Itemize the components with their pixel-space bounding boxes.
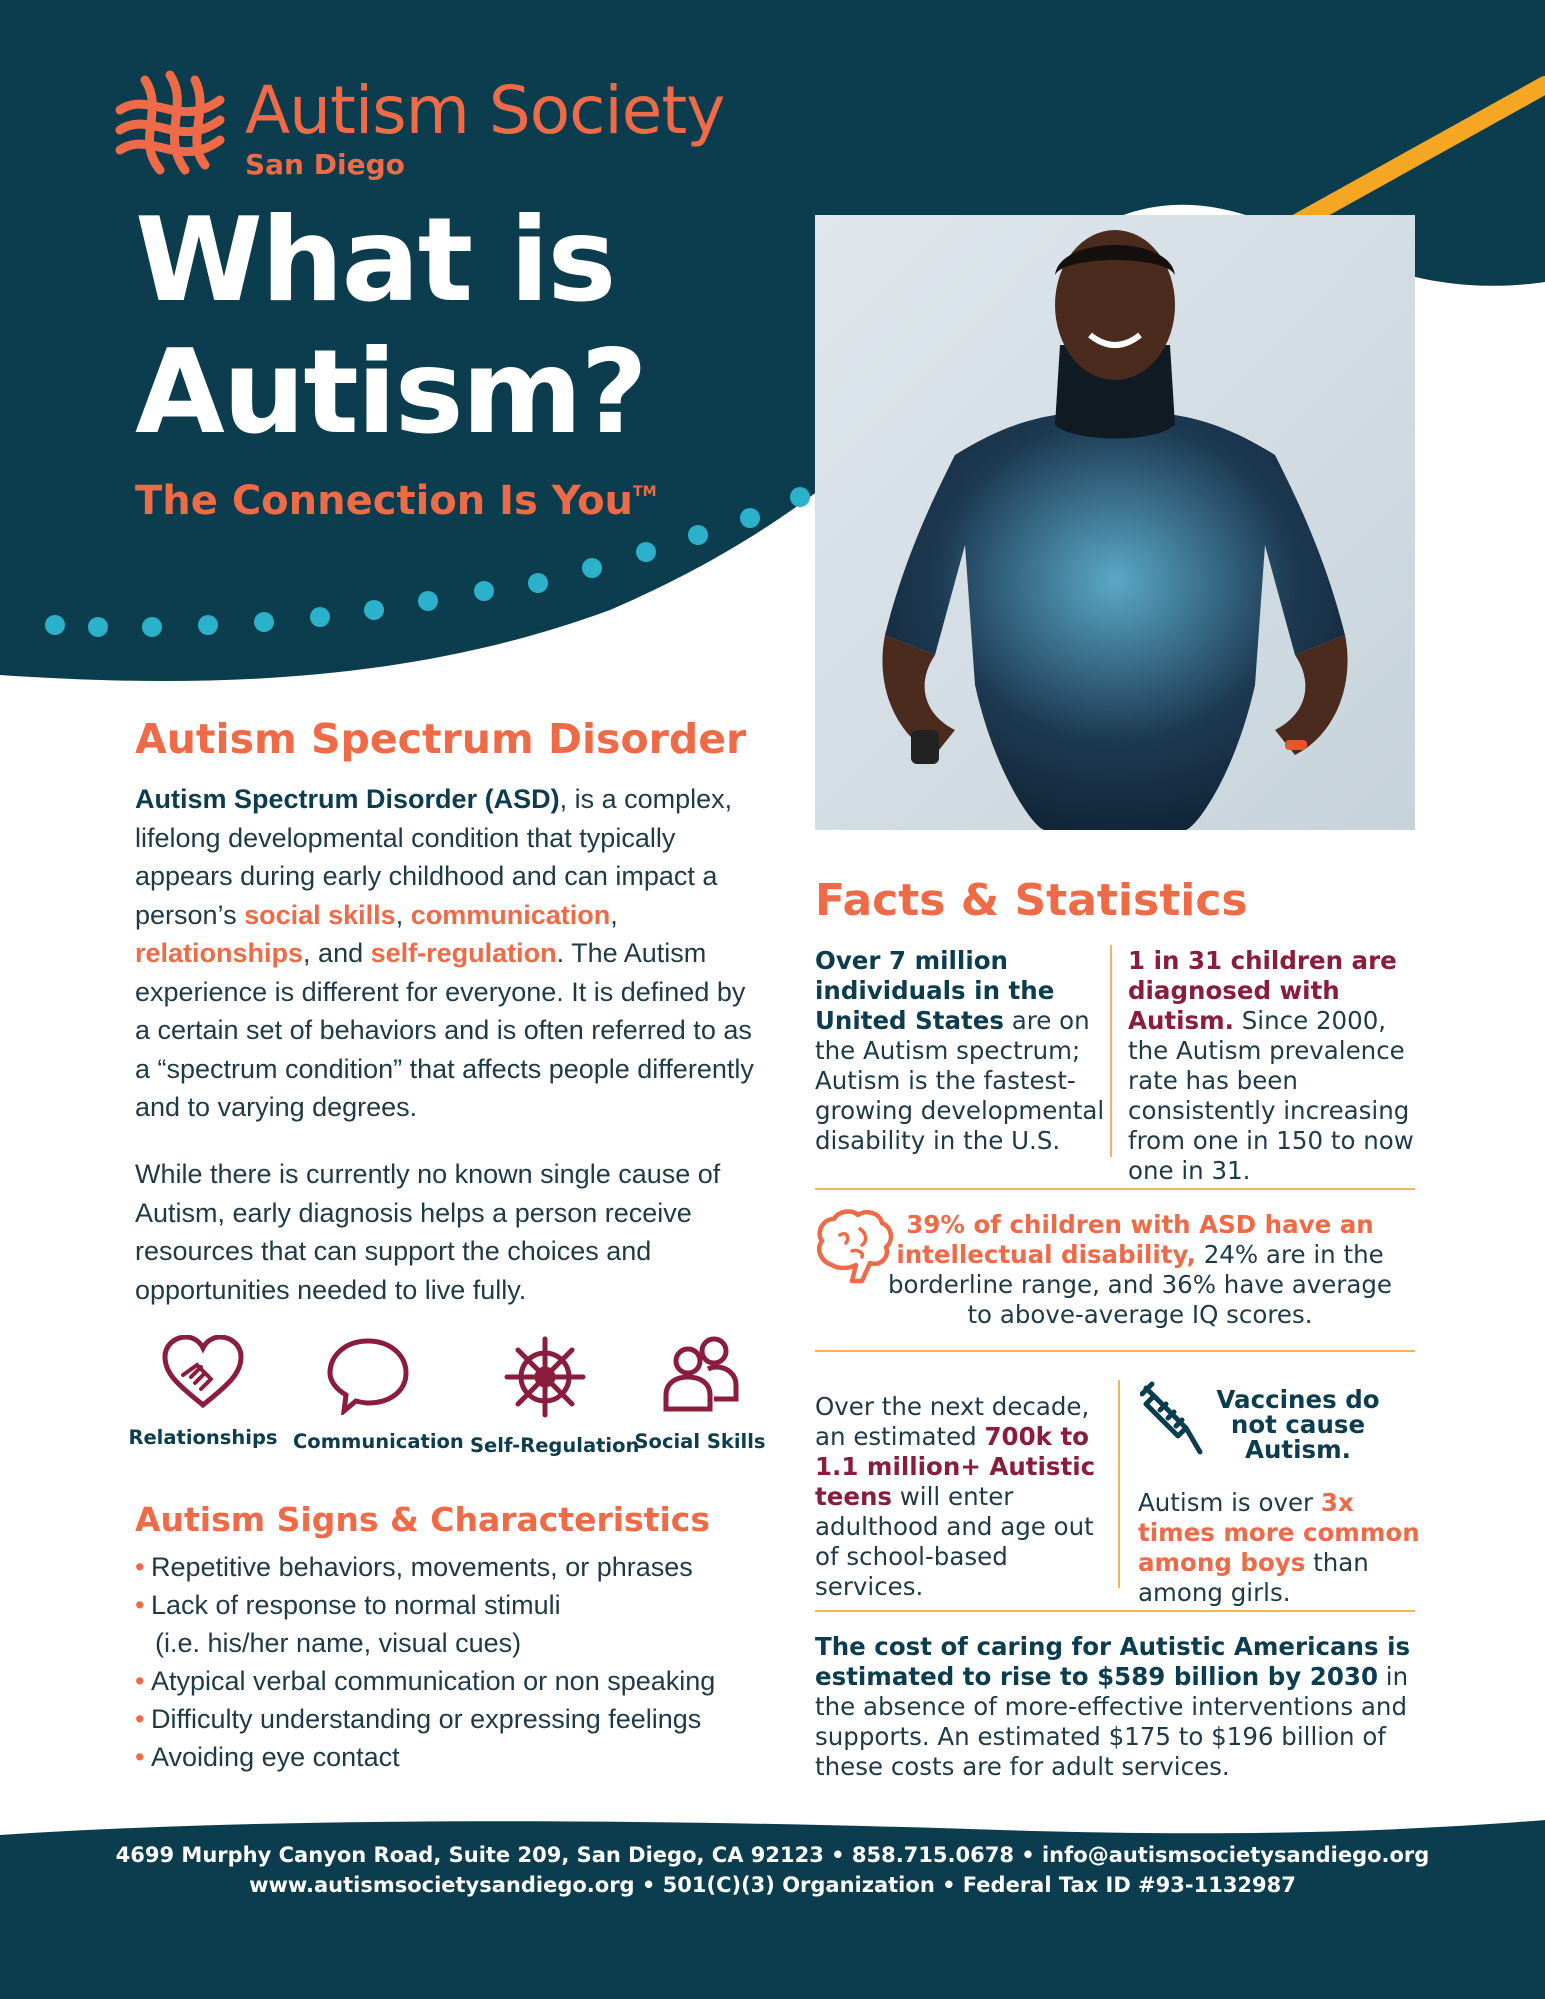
fact-teens xyxy=(815,1392,1105,1602)
fact-population xyxy=(815,946,1105,1156)
title-line-2: Autism? xyxy=(135,325,646,460)
list-item: • Difficulty understanding or expressing feelings xyxy=(135,1700,755,1738)
ship-wheel-icon xyxy=(503,1335,587,1419)
fact-prevalence-bold: 1 in 31 children are diagnosed with Autism. xyxy=(1128,946,1397,1035)
fact-intellectual xyxy=(880,1210,1400,1330)
fact-boys-text-1: Autism is over xyxy=(1138,1488,1321,1517)
title-line-1: What is xyxy=(135,193,615,328)
icon-label: Communication xyxy=(293,1430,464,1453)
fact-vaccines: Vaccines do not cause Autism. xyxy=(1216,1385,1380,1464)
icon-label: Relationships xyxy=(128,1426,278,1449)
fact-boys-text-2: than among girls. xyxy=(1138,1548,1369,1607)
asd-lead: Autism Spectrum Disorder (ASD) xyxy=(135,784,560,814)
sep-1: , xyxy=(395,899,411,930)
list-item: • Atypical verbal communication or non speaking xyxy=(135,1662,755,1700)
fact-cost-text: in the absence of more-effective interventions and supports. An estimated $175 to $196 billion of these costs are for adult services. xyxy=(815,1662,1409,1781)
icon-self-regulation xyxy=(470,1335,640,1457)
fact-population-bold: Over 7 million individuals in the United States xyxy=(815,946,1055,1035)
fact-population-text: are on the Autism spectrum; Autism is the fastest-growing developmental disability in the U.S. xyxy=(815,1006,1105,1155)
syringe-icon xyxy=(1140,1380,1204,1456)
asd-text-2: . The Autism experience is different for everyone. It is defined by a certain set of behaviors and is often referred to as a “spectrum condition” that affects people differently and to varying degrees. xyxy=(135,938,754,1122)
icon-label: Social Skills xyxy=(634,1430,766,1453)
divider xyxy=(815,1350,1415,1352)
keyword-relationships: relationships xyxy=(135,938,304,968)
asd-heading: Autism Spectrum Disorder xyxy=(135,715,747,763)
icon-communication xyxy=(293,1335,464,1453)
fact-teens-text-1: Over the next decade, an estimated xyxy=(815,1392,1090,1451)
sep-3: , and xyxy=(303,938,371,968)
keyword-social-skills: social skills xyxy=(244,899,396,930)
asd-text-1: , is a complex, lifelong developmental condition that typically appears during early childhood and can impact a person’s xyxy=(135,784,733,930)
fact-prevalence-text: Since 2000, the Autism prevalence rate has been consistently increasing from one in 150 to now one in 31. xyxy=(1128,1006,1414,1185)
fact-intellectual-text: 24% are in the borderline range, and 36% have average to above-average IQ scores. xyxy=(887,1240,1393,1329)
footer xyxy=(0,1840,1545,1900)
asd-paragraph-2: While there is currently no known single cause of Autism, early diagnosis helps a person receive resources that can support the choices and opportunities needed to live fully. xyxy=(135,1159,721,1305)
tagline xyxy=(135,478,657,524)
list-item: • Avoiding eye contact xyxy=(135,1738,755,1776)
speech-bubble-icon xyxy=(326,1335,410,1415)
signs-list xyxy=(135,1548,755,1776)
list-item: • Lack of response to normal stimuli xyxy=(135,1586,755,1624)
list-item: (i.e. his/her name, visual cues) xyxy=(155,1628,522,1658)
fact-cost xyxy=(815,1632,1415,1782)
divider-vertical xyxy=(1110,945,1112,1157)
asd-paragraph-1 xyxy=(135,780,755,1127)
list-item: • Repetitive behaviors, movements, or phrases xyxy=(135,1548,755,1586)
footer-website: www.autismsocietysandiego.org • 501(C)(3) Organization • Federal Tax ID #93-1132987 xyxy=(249,1873,1296,1897)
fact-teens-bold: 700k to 1.1 million+ Autistic teens xyxy=(815,1422,1096,1511)
brand-name: Autism Society xyxy=(245,72,725,149)
person-photo xyxy=(815,215,1415,830)
keyword-communication: communication xyxy=(410,899,611,930)
footer-address: 4699 Murphy Canyon Road, Suite 209, San Diego, CA 92123 • 858.715.0678 • info@autismsocietysandiego.org xyxy=(115,1843,1430,1867)
brand-location: San Diego xyxy=(245,148,405,181)
fact-intellectual-bold: 39% of children with ASD have an intellectual disability, xyxy=(896,1210,1374,1269)
fact-cost-bold: The cost of caring for Autistic Americans is estimated to rise to $589 billion by 2030 xyxy=(815,1632,1411,1691)
heart-handshake-icon xyxy=(161,1335,245,1411)
people-icon xyxy=(658,1335,742,1415)
facts-heading: Facts & Statistics xyxy=(815,875,1248,926)
tagline-text: The Connection Is You xyxy=(135,478,634,524)
signs-heading: Autism Signs & Characteristics xyxy=(135,1500,710,1539)
fact-boys xyxy=(1138,1488,1423,1608)
divider-vertical xyxy=(1118,1380,1120,1588)
fact-boys-bold: 3x times more common among boys xyxy=(1138,1488,1420,1577)
page-title xyxy=(135,195,646,459)
brand-weave-icon xyxy=(110,70,230,180)
fact-teens-text-2: will enter adulthood and age out of school-based services. xyxy=(815,1482,1094,1601)
icon-social-skills xyxy=(625,1335,775,1453)
icon-label: Self-Regulation xyxy=(470,1434,640,1457)
sep-2: , xyxy=(610,899,618,930)
icon-relationships xyxy=(128,1335,278,1449)
trademark-mark: TM xyxy=(633,484,657,500)
divider xyxy=(815,1610,1415,1612)
fact-prevalence xyxy=(1128,946,1423,1186)
divider xyxy=(815,1188,1415,1190)
keyword-self-regulation: self-regulation xyxy=(370,938,557,968)
